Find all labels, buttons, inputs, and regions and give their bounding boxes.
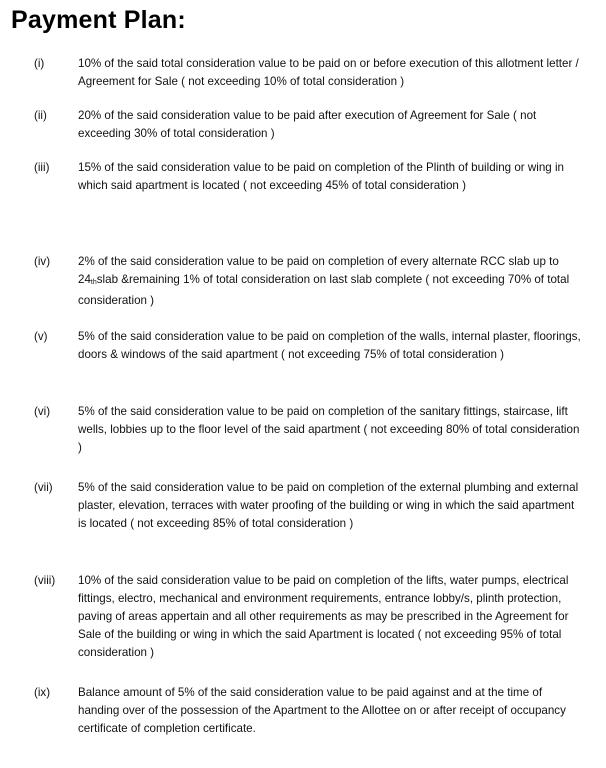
item-text: 10% of the said consideration value to be paid on completion of the lifts, water pumps, electrical fittings, electro, mechanical and environment requirements, entrance lobby/s, plinth protection, paving of areas appertain and all other requirements as may be prescribed in the Agreement for Sale of the building or wing in which the said Apartment is located ( not exceeding 95% of total consideration ) [78,574,569,659]
item-text: 5% of the said consideration value to be paid on completion of the external plumbing and external plaster, elevation, terraces with water proofing of the building or wing in which the said apartment is located ( not exceeding 85% of total consideration ) [78,481,579,530]
item-text: 5% of the said consideration value to be paid on completion of the walls, internal plaster, floorings, doors & windows of the said apartment ( not exceeding 75% of total consideration ) [78,330,581,361]
item-number: (viii) [34,574,56,587]
item-text: 10% of the said total consideration value to be paid on or before execution of this allotment letter / Agreement for Sale ( not exceeding 10% of total consideration ) [78,57,579,88]
item-number: (ix) [34,686,51,699]
ordinal-suffix: th [90,279,97,286]
item-number: (ii) [34,109,47,122]
item-number: (iv) [34,255,51,268]
item-number: (vii) [34,481,53,494]
item-text: 5% of the said consideration value to be paid on completion of the sanitary fittings, staircase, lift wells, lobbies up to the floor level of the said apartment ( not exceeding 80% of total consideration ) [78,405,580,454]
item-number: (iii) [34,161,50,174]
item-text: Balance amount of 5% of the said consideration value to be paid against and at the time of handing over of the possession of the Apartment to the Allottee on or after receipt of occupancy certificate of completion certificate. [78,686,566,735]
item-number: (vi) [34,405,51,418]
item-text: 20% of the said consideration value to be paid after execution of Agreement for Sale ( not exceeding 30% of total consideration ) [78,109,537,140]
item-text: 15% of the said consideration value to be paid on completion of the Plinth of building or wing in which said apartment is located ( not exceeding 45% of total consideration ) [78,161,564,192]
item-number: (i) [34,57,45,70]
page-title: Payment Plan: [11,6,186,34]
item-number: (v) [34,330,48,343]
item-text-part-b: slab &remaining 1% of total consideration on last slab complete ( not exceeding 70% of total consideration ) [78,273,570,307]
item-text-part-a: 2% of the said consideration value to be paid on completion of every alternate RCC slab up to 24 [78,255,559,286]
item-text [78,253,582,310]
